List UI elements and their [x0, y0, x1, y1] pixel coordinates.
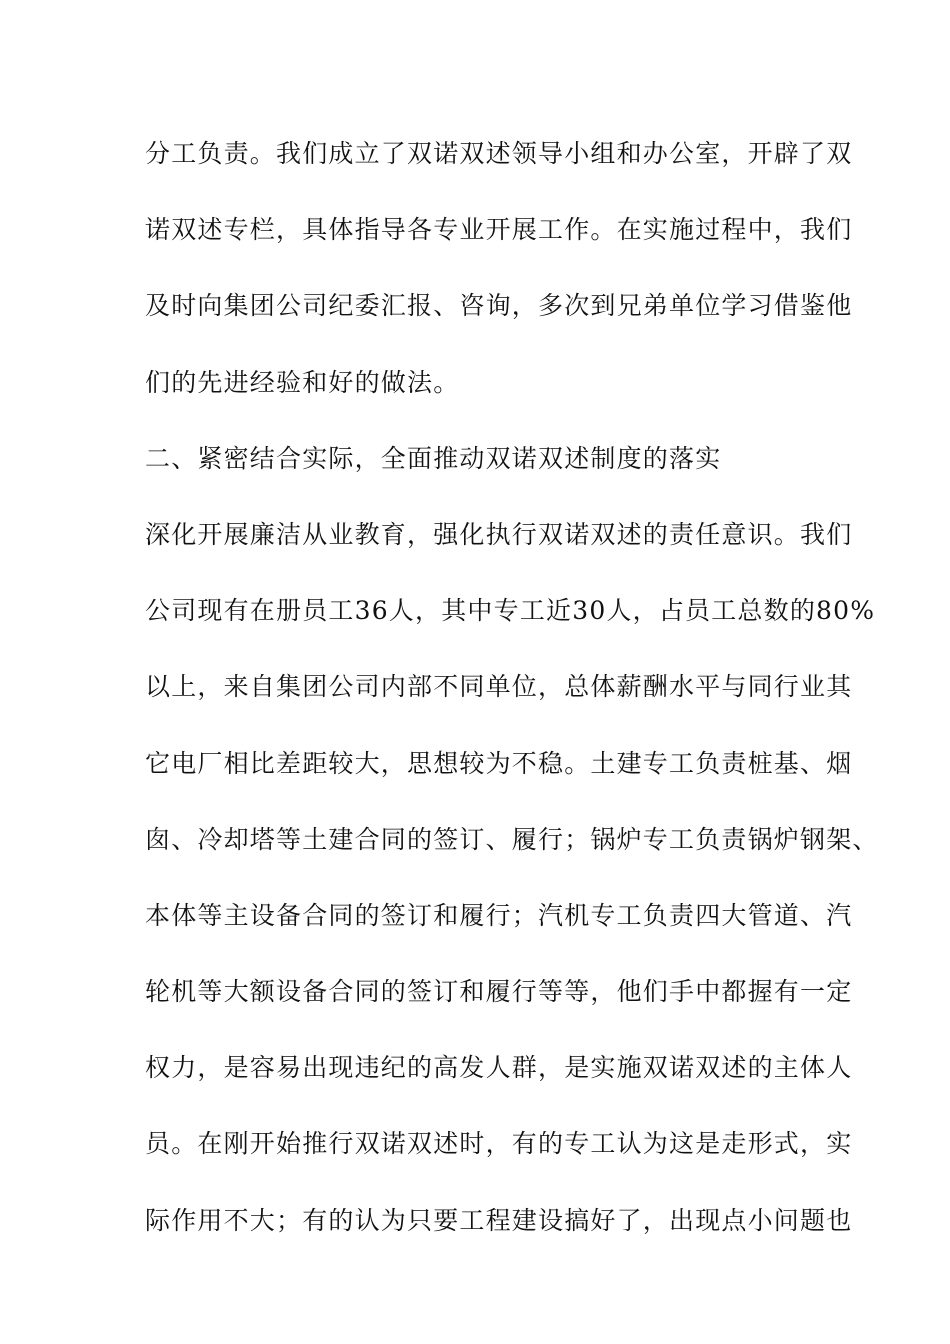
text-line: 以上，来自集团公司内部不同单位，总体薪酬水平与同行业其	[145, 672, 853, 702]
text-line: 公司现有在册员工36人，其中专工近30人，占员工总数的80%	[145, 596, 876, 626]
text-line: 权力，是容易出现违纪的高发人群，是实施双诺双述的主体人	[145, 1053, 853, 1083]
text-line: 分工负责。我们成立了双诺双述领导小组和办公室，开辟了双	[145, 139, 853, 168]
text-line: 们的先进经验和好的做法。	[145, 367, 460, 397]
text-line: 际作用不大；有的认为只要工程建设搞好了，出现点小问题也	[145, 1205, 853, 1235]
text-line: 及时向集团公司纪委汇报、咨询，多次到兄弟单位学习借鉴他	[145, 291, 853, 321]
text-line: 深化开展廉洁从业教育，强化执行双诺双述的责任意识。我们	[145, 519, 853, 549]
section-heading: 二、紧密结合实际，全面推动双诺双述制度的落实	[145, 443, 722, 473]
text-line: 本体等主设备合同的签订和履行；汽机专工负责四大管道、汽	[145, 900, 853, 930]
text-line: 诺双述专栏，具体指导各专业开展工作。在实施过程中，我们	[145, 215, 853, 245]
text-line: 轮机等大额设备合同的签订和履行等等，他们手中都握有一定	[145, 977, 853, 1007]
text-line: 囱、冷却塔等土建合同的签订、履行；锅炉专工负责锅炉钢架、	[145, 824, 879, 854]
text-line: 员。在刚开始推行双诺双述时，有的专工认为这是走形式，实	[145, 1129, 853, 1159]
body-text	[145, 132, 879, 1275]
text-line: 它电厂相比差距较大，思想较为不稳。土建专工负责桩基、烟	[145, 748, 853, 778]
